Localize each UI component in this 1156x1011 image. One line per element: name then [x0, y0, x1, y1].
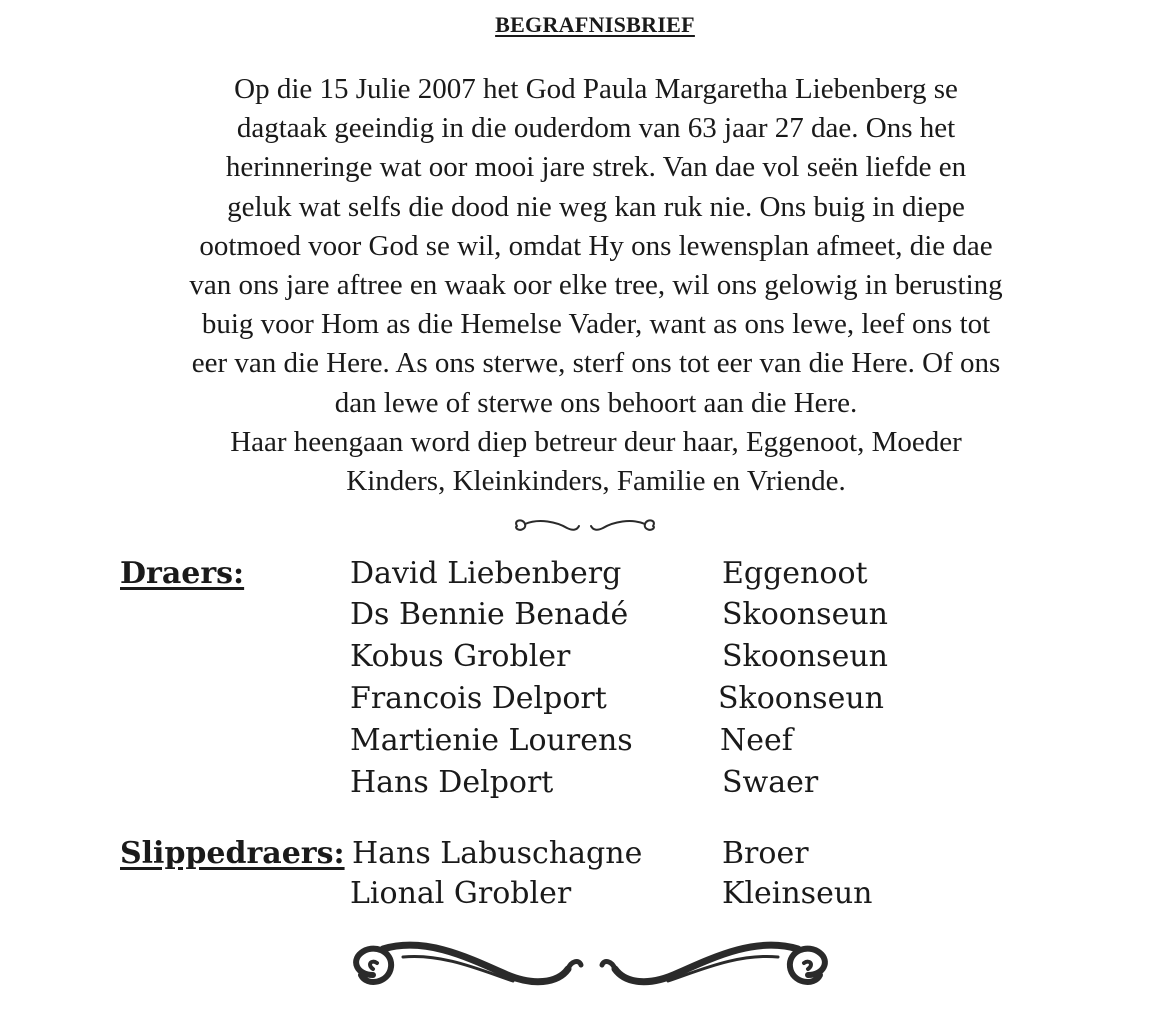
draers-label: Draers:: [120, 556, 245, 591]
obituary-line: dagtaak geeindig in die ouderdom van 63 jaar 27 dae. Ons het: [236, 112, 956, 145]
draer-name: Kobus Grobler: [350, 639, 571, 674]
draer-relation: Skoonseun: [722, 639, 888, 674]
obituary-line: Kinders, Kleinkinders, Familie en Vriende.: [346, 465, 846, 498]
obituary-line: buig voor Hom as die Hemelse Vader, want as ons lewe, leef ons tot: [201, 308, 991, 341]
obituary-text: [108, 70, 1084, 501]
obituary-line: ootmoed voor God se wil, omdat Hy ons lewensplan afmeet, die dae: [199, 229, 993, 262]
obituary-line: van ons jare aftree en waak oor elke tree, wil ons gelowig in berusting: [189, 269, 1003, 302]
scroll-divider-large-icon: [343, 935, 838, 1003]
slippedraer-relation: Kleinseun: [722, 876, 873, 911]
obituary-line: herinneringe wat oor mooi jare strek. Van dae vol seën liefde en: [225, 151, 967, 184]
draer-name: David Liebenberg: [350, 556, 622, 591]
obituary-line: geluk wat selfs die dood nie weg kan ruk nie. Ons buig in diepe: [227, 190, 965, 223]
draer-relation: Eggenoot: [722, 556, 868, 591]
draer-relation: Swaer: [722, 765, 819, 800]
slippedraers-label: Slippedraers:: [120, 836, 345, 871]
draer-name: Hans Delport: [350, 765, 554, 800]
draer-name: Martienie Lourens: [350, 723, 633, 758]
obituary-line: eer van die Here. As ons sterwe, sterf ons tot eer van die Here. Of ons: [191, 347, 1001, 380]
scroll-divider-small-icon: [505, 510, 665, 542]
slippedraer-name: Lional Grobler: [350, 876, 572, 911]
obituary-line: Haar heengaan word diep betreur deur haar, Eggenoot, Moeder: [230, 425, 962, 458]
draer-relation: Skoonseun: [722, 597, 888, 632]
draer-name: Francois Delport: [350, 681, 607, 716]
draer-name: Ds Bennie Benadé: [350, 597, 629, 632]
document-title: BEGRAFNISBRIEF: [495, 12, 695, 37]
obituary-line: dan lewe of sterwe ons behoort aan die Here.: [334, 386, 858, 419]
draer-relation: Neef: [720, 723, 793, 758]
obituary-line: Op die 15 Julie 2007 het God Paula Margaretha Liebenberg se: [234, 73, 958, 105]
draer-relation: Skoonseun: [718, 681, 884, 716]
slippedraer-name: Hans Labuschagne: [352, 836, 643, 871]
slippedraer-relation: Broer: [722, 836, 809, 871]
